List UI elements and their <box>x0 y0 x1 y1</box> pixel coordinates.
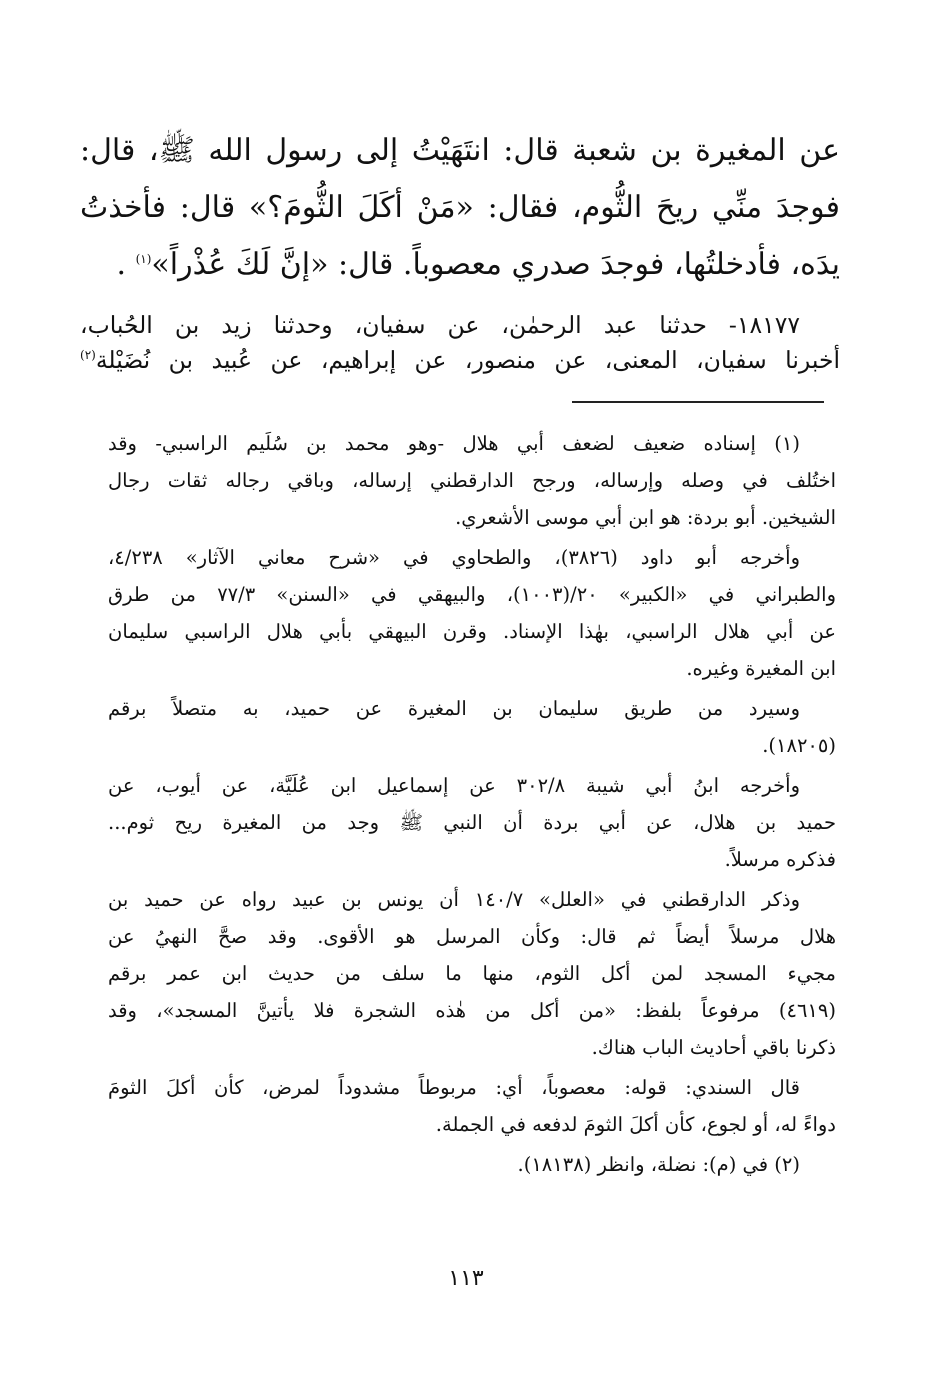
footnote-line: عن أبي هلال الراسبي، بهٰذا الإسناد. وقرن البيهقي بأبي هلال الراسبي سليمان <box>108 620 836 643</box>
footnote-line: وسيرد من طريق سليمان بن المغيرة عن حميد، به متصلاً برقم <box>108 697 800 720</box>
hadith-chain <box>80 308 840 378</box>
footnote-line: دواءً له، أو لجوع، كأن أكلَ الثومَ لدفعه في الجملة. <box>435 1113 836 1136</box>
footnote-line: هلال مرسلاً أيضاً ثم قال: وكأن المرسل هو الأقوى. وقد صحَّ النهيُ عن <box>108 925 836 948</box>
footnote-line: حميد بن هلال، عن أبي بردة أن النبي ﷺ وجد من المغيرة ريح ثوم... <box>108 811 836 834</box>
footnote-separator <box>572 401 824 403</box>
page-number: ١١٣ <box>448 1266 484 1291</box>
main-text-line-content: يدَه، فأدخلتُها، فوجدَ صدري معصوباً. قال: «إنَّ لَكَ عُذْراً» <box>151 247 840 282</box>
footnote-line: (١٨٢٠٥). <box>762 734 836 757</box>
footnote-line: وأخرجه أبو داود (٣٨٢٦)، والطحاوي في «شرح معاني الآثار» ٤/٢٣٨، <box>108 546 800 569</box>
hadith-line-content: أخبرنا سفيان، المعنى، عن منصور، عن إبراهيم، عن عُبيد بن نُضَيْلة <box>95 346 840 374</box>
footnote-line: (٤٦١٩) مرفوعاً بلفظ: «من أكل من هٰذه الشجرة فلا يأتينَّ المسجد»، وقد <box>108 999 836 1022</box>
footnote-line: الشيخين. أبو بردة: هو ابن أبي موسى الأشعري. <box>455 506 836 529</box>
footnote-paragraph <box>108 690 836 764</box>
footnote-paragraph <box>108 539 836 687</box>
main-text-line: فوجدَ منِّي ريحَ الثُّوم، فقال: «مَنْ أكَلَ الثُّومَ؟» قال: فأخذتُ <box>80 190 840 225</box>
main-text-line <box>80 236 840 293</box>
hadith-line: ١٨١٧٧- حدثنا عبد الرحمٰن، عن سفيان، وحدثنا زيد بن الحُباب، <box>80 311 800 339</box>
footnote-paragraph <box>108 767 836 878</box>
footnotes <box>108 425 836 1186</box>
footnote-line: قال السندي: قوله: معصوباً، أي: مربوطاً مشدوداً لمرض، كأن أكلَ الثومَ <box>108 1076 800 1099</box>
hadith-line <box>80 343 840 378</box>
footnote-paragraph <box>108 881 836 1066</box>
main-text-line: عن المغيرة بن شعبة قال: انتَهَيْتُ إلى رسول الله ﷺ، قال: <box>80 133 840 168</box>
main-text-line-end: . <box>116 247 136 282</box>
footnote-paragraph <box>108 1069 836 1143</box>
footnote-paragraph <box>108 425 836 536</box>
footnote-line: ذكرنا باقي أحاديث الباب هناك. <box>591 1036 836 1059</box>
main-text <box>80 122 840 293</box>
footnote-line: (٢) في (م): نضلة، وانظر (١٨١٣٨). <box>517 1153 800 1176</box>
footnote-line: اختُلف في وصله وإرساله، ورجح الدارقطني إرساله، وباقي رجاله ثقات رجال <box>108 469 836 492</box>
footnote-marker-2: (٢) <box>80 348 96 363</box>
footnote-line: والطبراني في «الكبير» ٢٠/(١٠٠٣)، والبيهقي في «السنن» ٧٧/٣ من طرق <box>108 583 836 606</box>
footnote-line: (١) إسناده ضعيف لضعف أبي هلال -وهو محمد بن سُلَيم الراسبي- وقد <box>108 432 800 455</box>
footnote-line: وأخرجه ابنُ أبي شيبة ٣٠٢/٨ عن إسماعيل ابن عُلَيَّة، عن أيوب، عن <box>108 774 800 797</box>
footnote-paragraph <box>108 1146 836 1183</box>
footnote-line: ابن المغيرة وغيره. <box>686 657 836 680</box>
footnote-line: وذكر الدارقطني في «العلل» ١٤٠/٧ أن يونس بن عبيد رواه عن حميد بن <box>108 888 800 911</box>
footnote-line: فذكره مرسلاً. <box>724 848 836 871</box>
footnote-marker-1: (١) <box>135 252 152 266</box>
footnote-line: مجيء المسجد لمن أكل الثوم، منها ما سلف من حديث ابن عمر برقم <box>108 962 836 985</box>
